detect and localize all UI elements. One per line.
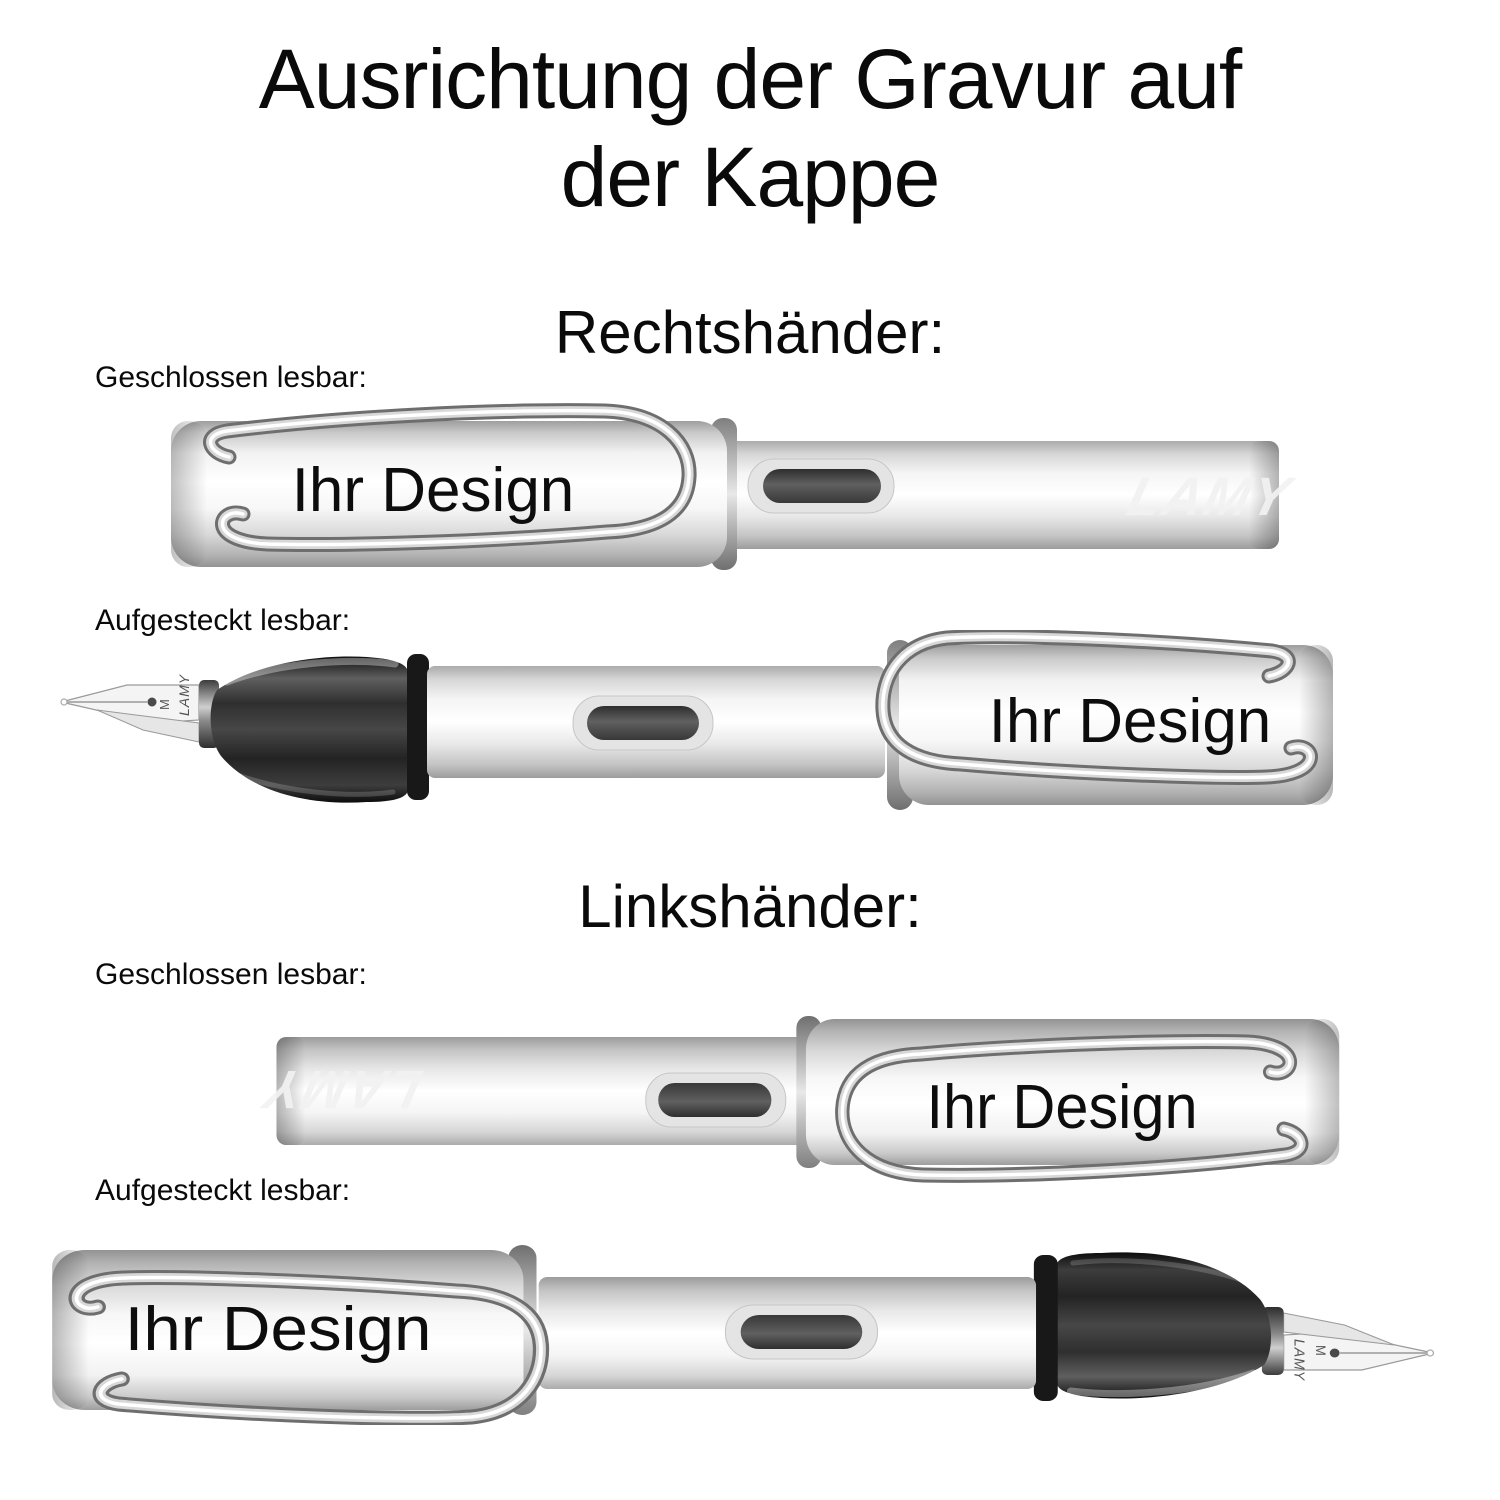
nib-tip	[1427, 1350, 1434, 1356]
cap-end-shade	[1305, 1019, 1340, 1165]
engraving-text: Ihr Design	[988, 687, 1272, 756]
engraving-text: Ihr Design	[926, 1071, 1198, 1142]
nib-size-mark: M	[1313, 1345, 1329, 1356]
label-left-posted: Aufgesteckt lesbar:	[95, 1174, 351, 1207]
nib-breather-hole	[1330, 1349, 1340, 1358]
pen-left-posted	[50, 1240, 1440, 1425]
ink-window-slot	[658, 1083, 771, 1117]
nib-tip	[61, 699, 67, 705]
nib-brand-mark: LAMY	[1290, 1339, 1307, 1382]
cap-end-shade	[1299, 645, 1333, 805]
pen-right-closed	[165, 393, 1390, 578]
cap-end-shade	[171, 421, 207, 567]
pen-body	[171, 411, 1300, 570]
nib-breather-hole	[148, 698, 157, 707]
nib-brand-mark: LAMY	[176, 673, 192, 716]
ink-window-slot	[741, 1315, 863, 1349]
page-title-line1: Ausrichtung der Gravur auf	[258, 32, 1242, 126]
barrel-brand-logo-upside-down: LAMY	[258, 1058, 428, 1120]
pen-left-closed	[170, 1008, 1345, 1193]
pen-body	[61, 637, 1333, 810]
page-title	[0, 30, 1500, 227]
barrel-brand-logo: LAMY	[1121, 465, 1298, 527]
engraving-text: Ihr Design	[291, 456, 575, 525]
section-ring	[1034, 1255, 1058, 1401]
label-right-closed: Geschlossen lesbar:	[95, 361, 367, 394]
ink-window-slot	[587, 706, 699, 740]
nib-size-mark: M	[157, 699, 172, 710]
pen-right-posted	[55, 630, 1335, 815]
cap-end-shade	[52, 1250, 89, 1410]
label-left-closed: Geschlossen lesbar:	[95, 958, 367, 991]
pen-nib	[61, 673, 219, 748]
section-ring	[407, 654, 429, 800]
ink-window-slot	[763, 469, 881, 503]
page-title-line2: der Kappe	[560, 130, 940, 225]
heading-right-handed: Rechtshänder:	[554, 299, 946, 366]
label-right-posted: Aufgesteckt lesbar:	[95, 604, 351, 637]
pen-nib	[1262, 1307, 1434, 1381]
heading-left-handed: Linkshänder:	[578, 873, 922, 940]
engraving-text: Ihr Design	[124, 1293, 432, 1364]
